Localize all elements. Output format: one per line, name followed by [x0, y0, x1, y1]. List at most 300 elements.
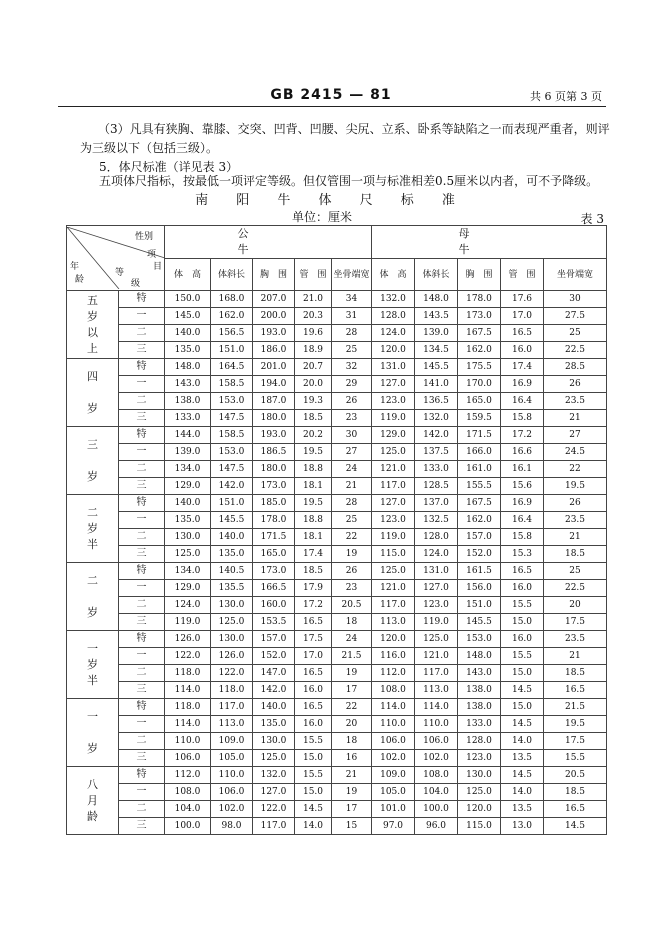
value-cell: 162.0: [211, 308, 253, 325]
value-cell: 32: [332, 359, 372, 376]
value-cell: 187.0: [253, 393, 295, 410]
table-unit: 单位：厘米: [292, 210, 353, 224]
corner-sex-label: 性别: [135, 232, 154, 242]
value-cell: 142.0: [253, 682, 295, 699]
value-cell: 14.5: [544, 818, 607, 835]
table-row: [67, 325, 607, 342]
value-cell: 125.0: [372, 444, 415, 461]
value-cell: 126.0: [211, 648, 253, 665]
value-cell: 20.7: [295, 359, 332, 376]
value-cell: 18: [332, 614, 372, 631]
value-cell: 104.0: [415, 784, 458, 801]
value-cell: 131.0: [415, 563, 458, 580]
age-group-cell: 一 岁 半: [67, 631, 119, 699]
value-cell: 125.0: [458, 784, 501, 801]
value-cell: 14.5: [501, 682, 544, 699]
grade-cell: 二: [119, 393, 165, 410]
value-cell: 130.0: [211, 631, 253, 648]
value-cell: 138.0: [165, 393, 211, 410]
value-cell: 106.0: [415, 733, 458, 750]
value-cell: 155.5: [458, 478, 501, 495]
value-cell: 171.5: [458, 427, 501, 444]
value-cell: 97.0: [372, 818, 415, 835]
value-cell: 15.6: [501, 478, 544, 495]
value-cell: 152.0: [458, 546, 501, 563]
table-row: [67, 291, 607, 308]
value-cell: 186.5: [253, 444, 295, 461]
table-row: [67, 818, 607, 835]
value-cell: 16.0: [501, 580, 544, 597]
value-cell: 96.0: [415, 818, 458, 835]
value-cell: 123.0: [372, 512, 415, 529]
value-cell: 127.0: [253, 784, 295, 801]
value-cell: 133.0: [165, 410, 211, 427]
value-cell: 15.5: [295, 767, 332, 784]
value-cell: 20: [544, 597, 607, 614]
value-cell: 15.5: [544, 750, 607, 767]
value-cell: 175.5: [458, 359, 501, 376]
value-cell: 173.0: [458, 308, 501, 325]
value-cell: 117.0: [211, 699, 253, 716]
grade-cell: 特: [119, 291, 165, 308]
table-row: [67, 359, 607, 376]
grade-cell: 二: [119, 597, 165, 614]
value-cell: 145.5: [211, 512, 253, 529]
table-row: [67, 631, 607, 648]
table-row: [67, 342, 607, 359]
value-cell: 115.0: [372, 546, 415, 563]
value-cell: 16.5: [295, 665, 332, 682]
value-cell: 119.0: [372, 410, 415, 427]
value-cell: 156.0: [458, 580, 501, 597]
value-cell: 118.0: [211, 682, 253, 699]
value-cell: 135.0: [253, 716, 295, 733]
value-cell: 117.0: [372, 597, 415, 614]
column-header-8: 管 围: [501, 259, 544, 291]
value-cell: 201.0: [253, 359, 295, 376]
value-cell: 28: [332, 325, 372, 342]
value-cell: 151.0: [211, 342, 253, 359]
value-cell: 159.5: [458, 410, 501, 427]
value-cell: 129.0: [372, 427, 415, 444]
value-cell: 18.8: [295, 512, 332, 529]
value-cell: 123.0: [415, 597, 458, 614]
value-cell: 140.0: [253, 699, 295, 716]
value-cell: 130.0: [165, 529, 211, 546]
table-row: [67, 614, 607, 631]
value-cell: 23: [332, 410, 372, 427]
value-cell: 185.0: [253, 495, 295, 512]
table-title: 南 阳 牛 体 尺 标 准: [195, 193, 467, 208]
value-cell: 134.5: [415, 342, 458, 359]
value-cell: 133.0: [415, 461, 458, 478]
value-cell: 19.5: [544, 478, 607, 495]
value-cell: 100.0: [165, 818, 211, 835]
column-header-5: 体 高: [372, 259, 415, 291]
value-cell: 19: [332, 546, 372, 563]
value-cell: 108.0: [165, 784, 211, 801]
grade-cell: 一: [119, 376, 165, 393]
value-cell: 125.0: [253, 750, 295, 767]
age-group-cell: 五 岁 以 上: [67, 291, 119, 359]
value-cell: 114.0: [415, 699, 458, 716]
grade-cell: 一: [119, 784, 165, 801]
grade-cell: 特: [119, 563, 165, 580]
value-cell: 119.0: [372, 529, 415, 546]
value-cell: 132.5: [415, 512, 458, 529]
value-cell: 170.0: [458, 376, 501, 393]
table-row: [67, 563, 607, 580]
value-cell: 143.0: [458, 665, 501, 682]
grade-cell: 一: [119, 308, 165, 325]
value-cell: 122.0: [211, 665, 253, 682]
value-cell: 25: [544, 563, 607, 580]
table-row: [67, 393, 607, 410]
value-cell: 19.6: [295, 325, 332, 342]
value-cell: 125.0: [415, 631, 458, 648]
value-cell: 173.0: [253, 563, 295, 580]
value-cell: 180.0: [253, 410, 295, 427]
corner-item2-label: 目: [153, 262, 163, 272]
table-row: [67, 461, 607, 478]
value-cell: 15.0: [295, 750, 332, 767]
value-cell: 145.5: [415, 359, 458, 376]
value-cell: 139.0: [415, 325, 458, 342]
table-row: [67, 512, 607, 529]
value-cell: 15.5: [501, 597, 544, 614]
value-cell: 16.0: [501, 342, 544, 359]
age-group-cell: 二 岁: [67, 563, 119, 631]
value-cell: 144.0: [165, 427, 211, 444]
value-cell: 18.5: [544, 784, 607, 801]
value-cell: 165.0: [253, 546, 295, 563]
value-cell: 27: [544, 427, 607, 444]
table-row: [67, 597, 607, 614]
grade-cell: 一: [119, 716, 165, 733]
value-cell: 122.0: [165, 648, 211, 665]
value-cell: 145.5: [458, 614, 501, 631]
value-cell: 120.0: [372, 342, 415, 359]
grade-cell: 一: [119, 648, 165, 665]
value-cell: 193.0: [253, 427, 295, 444]
value-cell: 128.0: [458, 733, 501, 750]
grade-cell: 三: [119, 342, 165, 359]
value-cell: 186.0: [253, 342, 295, 359]
value-cell: 140.0: [211, 529, 253, 546]
value-cell: 20: [332, 716, 372, 733]
grade-cell: 一: [119, 512, 165, 529]
value-cell: 162.0: [458, 512, 501, 529]
value-cell: 17.4: [295, 546, 332, 563]
value-cell: 17.5: [544, 614, 607, 631]
corner-age-label: 年: [70, 262, 80, 272]
value-cell: 14.5: [501, 716, 544, 733]
column-header-1: 体斜长: [211, 259, 253, 291]
value-cell: 117.0: [253, 818, 295, 835]
value-cell: 132.0: [415, 410, 458, 427]
value-cell: 24.5: [544, 444, 607, 461]
value-cell: 153.0: [211, 393, 253, 410]
value-cell: 178.0: [458, 291, 501, 308]
table-body: [67, 291, 607, 835]
value-cell: 34: [332, 291, 372, 308]
value-cell: 110.0: [415, 716, 458, 733]
table-row: [67, 648, 607, 665]
value-cell: 21: [332, 767, 372, 784]
value-cell: 148.0: [165, 359, 211, 376]
value-cell: 18.1: [295, 478, 332, 495]
header-rule: [58, 106, 606, 107]
table-row: [67, 665, 607, 682]
value-cell: 21: [544, 410, 607, 427]
value-cell: 21.5: [332, 648, 372, 665]
value-cell: 108.0: [372, 682, 415, 699]
value-cell: 19: [332, 665, 372, 682]
value-cell: 17.0: [295, 648, 332, 665]
value-cell: 17.5: [544, 733, 607, 750]
value-cell: 19.5: [295, 444, 332, 461]
value-cell: 105.0: [372, 784, 415, 801]
value-cell: 116.0: [372, 648, 415, 665]
table-row: [67, 733, 607, 750]
column-header-2: 胸 围: [253, 259, 295, 291]
grade-cell: 一: [119, 580, 165, 597]
value-cell: 113.0: [372, 614, 415, 631]
table-corner-header: [67, 226, 165, 291]
value-cell: 108.0: [415, 767, 458, 784]
age-group-cell: 四 岁: [67, 359, 119, 427]
value-cell: 130.0: [211, 597, 253, 614]
value-cell: 25: [544, 325, 607, 342]
grade-cell: 特: [119, 631, 165, 648]
value-cell: 15.0: [295, 784, 332, 801]
age-group-cell: 二 岁 半: [67, 495, 119, 563]
value-cell: 106.0: [211, 784, 253, 801]
value-cell: 22: [332, 699, 372, 716]
value-cell: 207.0: [253, 291, 295, 308]
value-cell: 135.5: [211, 580, 253, 597]
value-cell: 128.0: [372, 308, 415, 325]
value-cell: 167.5: [458, 495, 501, 512]
paragraph-defects: （3）凡具有狭胸、靠膝、交突、凹背、凹腰、尖尻、立系、卧系等缺陷之一而表现严重者，则评为三级以下（包括三级）。: [80, 122, 610, 155]
value-cell: 26: [544, 376, 607, 393]
value-cell: 112.0: [165, 767, 211, 784]
value-cell: 16.1: [501, 461, 544, 478]
value-cell: 18.5: [295, 410, 332, 427]
value-cell: 128.0: [415, 529, 458, 546]
value-cell: 138.0: [458, 682, 501, 699]
page-indicator: 共 6 页第 3 页: [530, 90, 602, 103]
column-header-7: 胸 围: [458, 259, 501, 291]
column-header-9: 坐骨端宽: [544, 259, 607, 291]
value-cell: 168.0: [211, 291, 253, 308]
value-cell: 16: [332, 750, 372, 767]
grade-cell: 特: [119, 359, 165, 376]
grade-cell: 三: [119, 546, 165, 563]
value-cell: 117.0: [415, 665, 458, 682]
value-cell: 115.0: [458, 818, 501, 835]
value-cell: 20.0: [295, 376, 332, 393]
value-cell: 28: [332, 495, 372, 512]
value-cell: 194.0: [253, 376, 295, 393]
value-cell: 114.0: [165, 682, 211, 699]
value-cell: 119.0: [415, 614, 458, 631]
grade-cell: 特: [119, 699, 165, 716]
value-cell: 125.0: [211, 614, 253, 631]
value-cell: 23.5: [544, 631, 607, 648]
grade-cell: 三: [119, 614, 165, 631]
value-cell: 13.0: [501, 818, 544, 835]
value-cell: 130.0: [458, 767, 501, 784]
value-cell: 110.0: [372, 716, 415, 733]
value-cell: 127.0: [372, 495, 415, 512]
grade-cell: 三: [119, 818, 165, 835]
value-cell: 19: [332, 784, 372, 801]
value-cell: 14.5: [295, 801, 332, 818]
value-cell: 158.5: [211, 427, 253, 444]
value-cell: 157.0: [253, 631, 295, 648]
value-cell: 28.5: [544, 359, 607, 376]
grade-cell: 二: [119, 461, 165, 478]
table-row: [67, 784, 607, 801]
value-cell: 136.5: [415, 393, 458, 410]
value-cell: 110.0: [165, 733, 211, 750]
table-row: [67, 801, 607, 818]
value-cell: 16.4: [501, 512, 544, 529]
value-cell: 25: [332, 512, 372, 529]
value-cell: 20.5: [544, 767, 607, 784]
value-cell: 178.0: [253, 512, 295, 529]
value-cell: 112.0: [372, 665, 415, 682]
value-cell: 16.5: [501, 563, 544, 580]
value-cell: 19.5: [544, 716, 607, 733]
value-cell: 142.0: [415, 427, 458, 444]
value-cell: 16.5: [295, 699, 332, 716]
value-cell: 143.5: [415, 308, 458, 325]
value-cell: 125.0: [165, 546, 211, 563]
value-cell: 127.0: [415, 580, 458, 597]
table-row: [67, 580, 607, 597]
value-cell: 139.0: [165, 444, 211, 461]
value-cell: 140.0: [165, 495, 211, 512]
value-cell: 164.5: [211, 359, 253, 376]
value-cell: 15.5: [295, 733, 332, 750]
value-cell: 165.0: [458, 393, 501, 410]
value-cell: 110.0: [211, 767, 253, 784]
table-number: 表 3: [580, 212, 604, 226]
value-cell: 16.9: [501, 376, 544, 393]
value-cell: 171.5: [253, 529, 295, 546]
value-cell: 161.0: [458, 461, 501, 478]
age-group-cell: 八 月 龄: [67, 767, 119, 835]
value-cell: 135.0: [211, 546, 253, 563]
value-cell: 148.0: [415, 291, 458, 308]
value-cell: 23.5: [544, 512, 607, 529]
grade-cell: 二: [119, 325, 165, 342]
table-row: [67, 699, 607, 716]
value-cell: 29: [332, 376, 372, 393]
value-cell: 124.0: [165, 597, 211, 614]
table-row: [67, 546, 607, 563]
column-header-0: 体 高: [165, 259, 211, 291]
value-cell: 31: [332, 308, 372, 325]
value-cell: 16.0: [295, 682, 332, 699]
value-cell: 23.5: [544, 393, 607, 410]
value-cell: 119.0: [165, 614, 211, 631]
value-cell: 20.5: [332, 597, 372, 614]
value-cell: 15.0: [501, 699, 544, 716]
value-cell: 17.2: [295, 597, 332, 614]
female-header: 母 牛: [372, 226, 607, 259]
column-header-6: 体斜长: [415, 259, 458, 291]
value-cell: 18.1: [295, 529, 332, 546]
value-cell: 151.0: [211, 495, 253, 512]
grade-cell: 二: [119, 529, 165, 546]
value-cell: 16.5: [501, 325, 544, 342]
value-cell: 15.5: [501, 648, 544, 665]
value-cell: 16.6: [501, 444, 544, 461]
value-cell: 118.0: [165, 665, 211, 682]
value-cell: 141.0: [415, 376, 458, 393]
value-cell: 21: [544, 648, 607, 665]
value-cell: 100.0: [415, 801, 458, 818]
value-cell: 22.5: [544, 580, 607, 597]
value-cell: 17.2: [501, 427, 544, 444]
value-cell: 17: [332, 801, 372, 818]
value-cell: 121.0: [372, 461, 415, 478]
value-cell: 17.0: [501, 308, 544, 325]
value-cell: 22: [544, 461, 607, 478]
value-cell: 129.0: [165, 580, 211, 597]
value-cell: 120.0: [372, 631, 415, 648]
value-cell: 18.5: [544, 546, 607, 563]
value-cell: 16.9: [501, 495, 544, 512]
value-cell: 102.0: [372, 750, 415, 767]
value-cell: 25: [332, 342, 372, 359]
value-cell: 27: [332, 444, 372, 461]
table-row: [67, 410, 607, 427]
value-cell: 22: [332, 529, 372, 546]
table-row: [67, 478, 607, 495]
value-cell: 129.0: [165, 478, 211, 495]
value-cell: 24: [332, 631, 372, 648]
value-cell: 137.0: [415, 495, 458, 512]
value-cell: 152.0: [253, 648, 295, 665]
value-cell: 128.5: [415, 478, 458, 495]
table-row: [67, 767, 607, 784]
value-cell: 30: [332, 427, 372, 444]
value-cell: 153.0: [211, 444, 253, 461]
grade-cell: 一: [119, 444, 165, 461]
value-cell: 102.0: [211, 801, 253, 818]
table-row: [67, 376, 607, 393]
value-cell: 13.5: [501, 750, 544, 767]
value-cell: 135.0: [165, 512, 211, 529]
value-cell: 18.8: [295, 461, 332, 478]
value-cell: 147.0: [253, 665, 295, 682]
value-cell: 18: [332, 733, 372, 750]
value-cell: 130.0: [253, 733, 295, 750]
age-group-cell: 一 岁: [67, 699, 119, 767]
column-header-4: 坐骨端宽: [332, 259, 372, 291]
value-cell: 26: [332, 393, 372, 410]
value-cell: 21: [544, 529, 607, 546]
value-cell: 20.2: [295, 427, 332, 444]
value-cell: 161.5: [458, 563, 501, 580]
value-cell: 147.5: [211, 410, 253, 427]
value-cell: 98.0: [211, 818, 253, 835]
value-cell: 105.0: [211, 750, 253, 767]
